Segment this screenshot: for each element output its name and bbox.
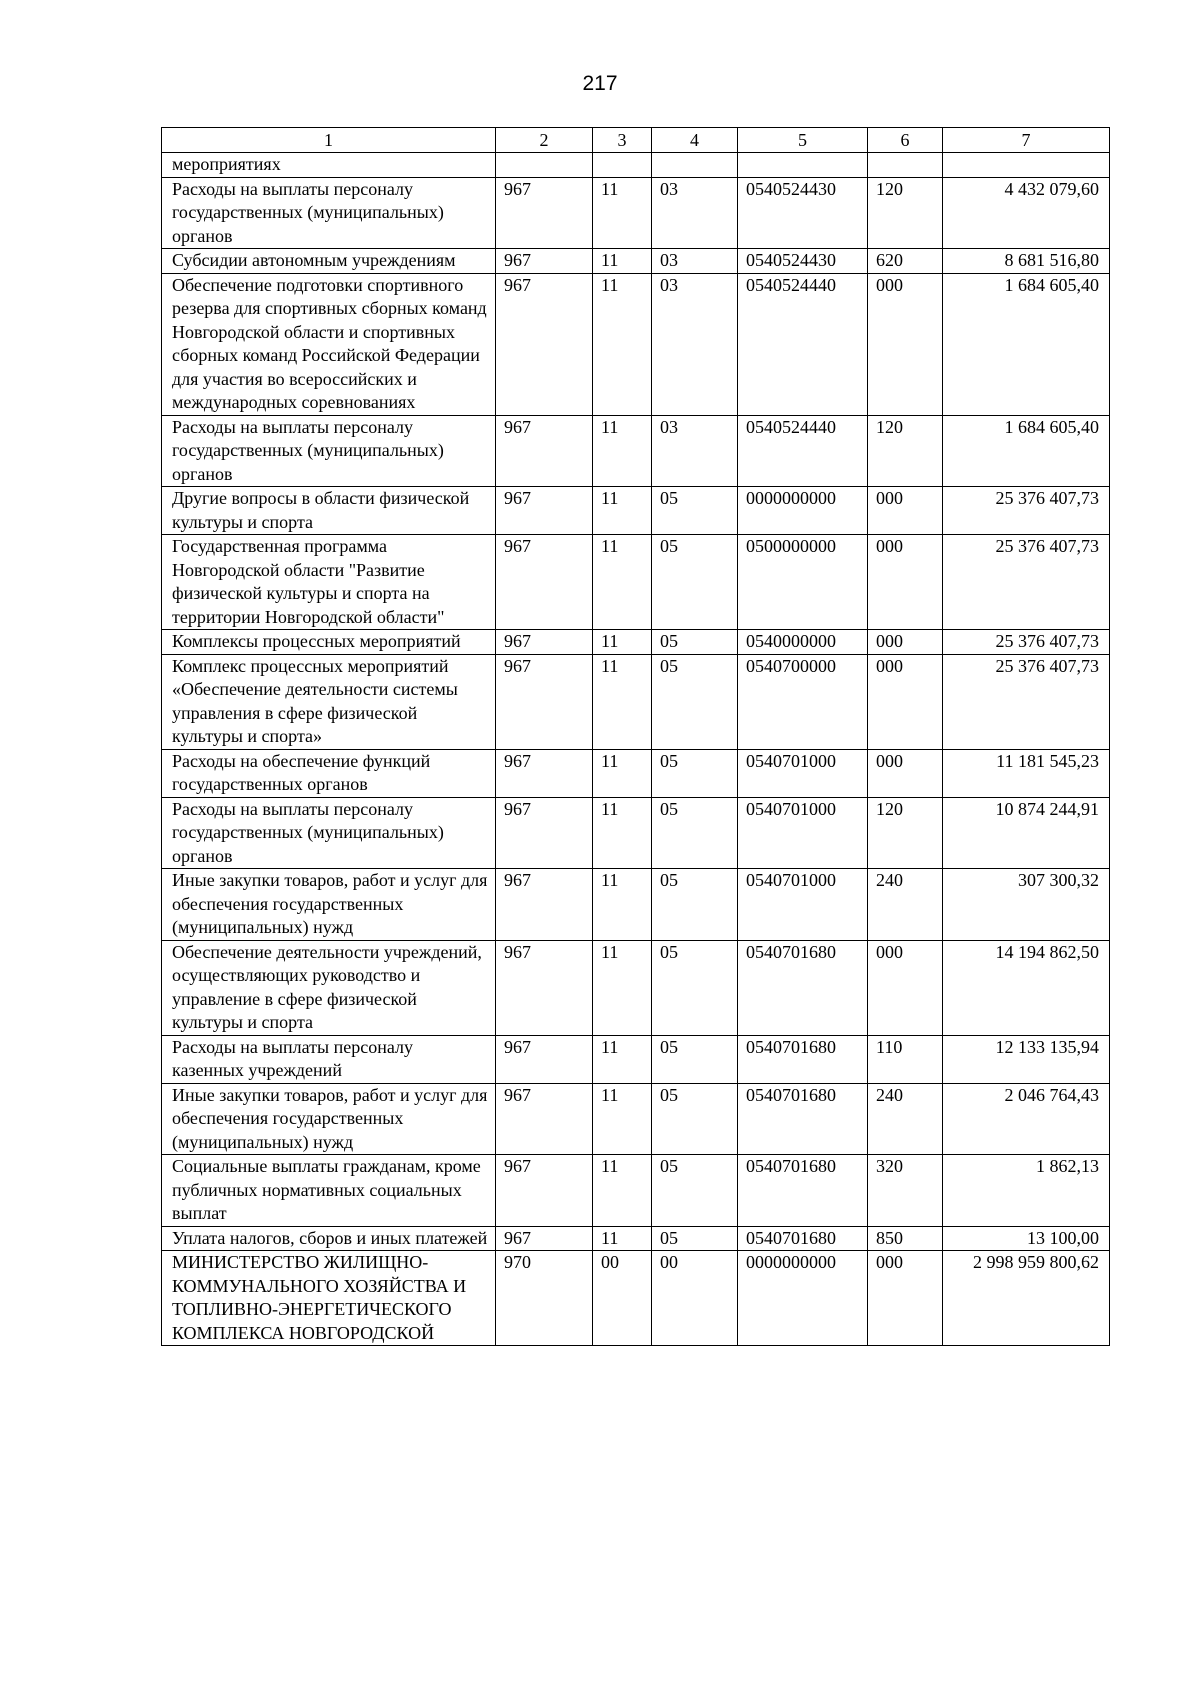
row-amount-cell: 1 684 605,40 (943, 415, 1110, 487)
row-ministry-code-cell: 967 (496, 1035, 593, 1083)
row-target-article-cell: 0540701680 (738, 940, 868, 1035)
row-expense-type-cell: 000 (868, 487, 943, 535)
row-section-cell: 11 (593, 940, 652, 1035)
header-cell: 7 (943, 128, 1110, 153)
row-target-article-cell: 0540000000 (738, 630, 868, 655)
row-ministry-code-cell: 967 (496, 654, 593, 749)
row-name-cell: Субсидии автономным учреждениям (162, 249, 496, 274)
row-name-cell: мероприятиях (162, 153, 496, 178)
header-cell: 3 (593, 128, 652, 153)
row-subsection-cell (652, 153, 738, 178)
header-cell: 1 (162, 128, 496, 153)
row-name-cell: Обеспечение подготовки спортивного резерва для спортивных сборных команд Новгородской области и спортивных сборных команд Российской Федерации для участия во всероссийских и международных соревнованиях (162, 273, 496, 415)
row-target-article-cell: 0540700000 (738, 654, 868, 749)
row-subsection-cell: 00 (652, 1251, 738, 1346)
row-target-article-cell: 0540701680 (738, 1035, 868, 1083)
page-number: 217 (582, 72, 618, 95)
row-expense-type-cell: 240 (868, 869, 943, 941)
row-expense-type-cell: 000 (868, 273, 943, 415)
row-expense-type-cell: 120 (868, 797, 943, 869)
row-target-article-cell: 0540701680 (738, 1083, 868, 1155)
row-target-article-cell (738, 153, 868, 178)
row-name-cell: Другие вопросы в области физической культуры и спорта (162, 487, 496, 535)
row-amount-cell: 25 376 407,73 (943, 487, 1110, 535)
row-ministry-code-cell: 967 (496, 415, 593, 487)
row-subsection-cell: 05 (652, 654, 738, 749)
row-target-article-cell: 0540701000 (738, 869, 868, 941)
row-subsection-cell: 05 (652, 1155, 738, 1227)
row-expense-type-cell: 620 (868, 249, 943, 274)
row-section-cell: 11 (593, 535, 652, 630)
row-subsection-cell: 05 (652, 749, 738, 797)
row-amount-cell: 10 874 244,91 (943, 797, 1110, 869)
row-name-cell: Комплекс процессных мероприятий «Обеспечение деятельности системы управления в сфере физической культуры и спорта» (162, 654, 496, 749)
row-subsection-cell: 05 (652, 940, 738, 1035)
table-row (162, 177, 1110, 249)
row-subsection-cell: 03 (652, 273, 738, 415)
row-amount-cell: 8 681 516,80 (943, 249, 1110, 274)
row-name-cell: Комплексы процессных мероприятий (162, 630, 496, 655)
row-ministry-code-cell: 967 (496, 177, 593, 249)
row-ministry-code-cell: 967 (496, 940, 593, 1035)
row-section-cell: 11 (593, 797, 652, 869)
row-expense-type-cell (868, 153, 943, 178)
row-name-cell: Расходы на выплаты персоналу казенных учреждений (162, 1035, 496, 1083)
table-row (162, 1251, 1110, 1346)
row-section-cell: 11 (593, 273, 652, 415)
row-ministry-code-cell: 967 (496, 1083, 593, 1155)
row-amount-cell: 25 376 407,73 (943, 654, 1110, 749)
row-section-cell: 11 (593, 177, 652, 249)
row-ministry-code-cell: 967 (496, 273, 593, 415)
row-subsection-cell: 05 (652, 630, 738, 655)
row-subsection-cell: 03 (652, 177, 738, 249)
row-amount-cell: 2 046 764,43 (943, 1083, 1110, 1155)
row-target-article-cell: 0540524440 (738, 273, 868, 415)
table-row (162, 1083, 1110, 1155)
row-expense-type-cell: 000 (868, 630, 943, 655)
row-section-cell: 11 (593, 1226, 652, 1251)
row-subsection-cell: 05 (652, 797, 738, 869)
row-expense-type-cell: 320 (868, 1155, 943, 1227)
row-target-article-cell: 0540524440 (738, 415, 868, 487)
row-name-cell: Расходы на обеспечение функций государственных органов (162, 749, 496, 797)
row-subsection-cell: 05 (652, 487, 738, 535)
row-name-cell: Уплата налогов, сборов и иных платежей (162, 1226, 496, 1251)
row-target-article-cell: 0000000000 (738, 487, 868, 535)
header-cell: 4 (652, 128, 738, 153)
row-section-cell: 11 (593, 630, 652, 655)
row-ministry-code-cell: 967 (496, 1226, 593, 1251)
row-expense-type-cell: 120 (868, 415, 943, 487)
row-ministry-code-cell: 967 (496, 630, 593, 655)
row-name-cell: Обеспечение деятельности учреждений, осуществляющих руководство и управление в сфере физической культуры и спорта (162, 940, 496, 1035)
header-cell: 2 (496, 128, 593, 153)
table-row (162, 415, 1110, 487)
row-target-article-cell: 0540524430 (738, 249, 868, 274)
table-row (162, 869, 1110, 941)
row-section-cell: 00 (593, 1251, 652, 1346)
row-section-cell: 11 (593, 1035, 652, 1083)
row-ministry-code-cell: 970 (496, 1251, 593, 1346)
row-subsection-cell: 05 (652, 535, 738, 630)
budget-table (161, 127, 1110, 1346)
header-cell: 6 (868, 128, 943, 153)
table-row (162, 487, 1110, 535)
row-subsection-cell: 03 (652, 415, 738, 487)
row-subsection-cell: 05 (652, 1226, 738, 1251)
row-expense-type-cell: 120 (868, 177, 943, 249)
table-row (162, 1155, 1110, 1227)
row-ministry-code-cell: 967 (496, 535, 593, 630)
row-amount-cell (943, 153, 1110, 178)
table-row (162, 630, 1110, 655)
row-expense-type-cell: 000 (868, 1251, 943, 1346)
row-expense-type-cell: 000 (868, 654, 943, 749)
row-target-article-cell: 0500000000 (738, 535, 868, 630)
row-ministry-code-cell (496, 153, 593, 178)
row-ministry-code-cell: 967 (496, 249, 593, 274)
row-section-cell (593, 153, 652, 178)
table-row (162, 153, 1110, 178)
table-row (162, 535, 1110, 630)
row-expense-type-cell: 850 (868, 1226, 943, 1251)
row-expense-type-cell: 240 (868, 1083, 943, 1155)
table-body (162, 153, 1110, 1346)
row-ministry-code-cell: 967 (496, 869, 593, 941)
row-section-cell: 11 (593, 869, 652, 941)
row-section-cell: 11 (593, 654, 652, 749)
row-ministry-code-cell: 967 (496, 749, 593, 797)
row-target-article-cell: 0540701680 (738, 1226, 868, 1251)
row-section-cell: 11 (593, 249, 652, 274)
row-section-cell: 11 (593, 749, 652, 797)
row-target-article-cell: 0540701000 (738, 797, 868, 869)
row-expense-type-cell: 000 (868, 940, 943, 1035)
table-row (162, 273, 1110, 415)
row-name-cell: Расходы на выплаты персоналу государственных (муниципальных) органов (162, 415, 496, 487)
row-target-article-cell: 0540701000 (738, 749, 868, 797)
row-ministry-code-cell: 967 (496, 797, 593, 869)
row-expense-type-cell: 110 (868, 1035, 943, 1083)
table-row (162, 1035, 1110, 1083)
row-name-cell: Иные закупки товаров, работ и услуг для обеспечения государственных (муниципальных) нужд (162, 869, 496, 941)
header-cell: 5 (738, 128, 868, 153)
row-section-cell: 11 (593, 1155, 652, 1227)
table-row (162, 654, 1110, 749)
row-ministry-code-cell: 967 (496, 487, 593, 535)
row-section-cell: 11 (593, 415, 652, 487)
row-amount-cell: 25 376 407,73 (943, 630, 1110, 655)
row-subsection-cell: 05 (652, 1035, 738, 1083)
table-row (162, 940, 1110, 1035)
row-amount-cell: 2 998 959 800,62 (943, 1251, 1110, 1346)
table-row (162, 797, 1110, 869)
row-target-article-cell: 0000000000 (738, 1251, 868, 1346)
row-subsection-cell: 05 (652, 869, 738, 941)
row-name-cell: Расходы на выплаты персоналу государственных (муниципальных) органов (162, 797, 496, 869)
header-row (162, 128, 1110, 153)
row-name-cell: Государственная программа Новгородской области "Развитие физической культуры и спорта на территории Новгородской области" (162, 535, 496, 630)
row-amount-cell: 307 300,32 (943, 869, 1110, 941)
row-name-cell: Социальные выплаты гражданам, кроме публичных нормативных социальных выплат (162, 1155, 496, 1227)
row-subsection-cell: 03 (652, 249, 738, 274)
table-row (162, 749, 1110, 797)
row-subsection-cell: 05 (652, 1083, 738, 1155)
row-target-article-cell: 0540524430 (738, 177, 868, 249)
row-name-cell: Иные закупки товаров, работ и услуг для обеспечения государственных (муниципальных) нужд (162, 1083, 496, 1155)
table-row (162, 249, 1110, 274)
row-amount-cell: 12 133 135,94 (943, 1035, 1110, 1083)
row-ministry-code-cell: 967 (496, 1155, 593, 1227)
row-amount-cell: 1 684 605,40 (943, 273, 1110, 415)
row-amount-cell: 14 194 862,50 (943, 940, 1110, 1035)
row-section-cell: 11 (593, 487, 652, 535)
row-amount-cell: 25 376 407,73 (943, 535, 1110, 630)
row-amount-cell: 4 432 079,60 (943, 177, 1110, 249)
row-name-cell: МИНИСТЕРСТВО ЖИЛИЩНО-КОММУНАЛЬНОГО ХОЗЯЙСТВА И ТОПЛИВНО-ЭНЕРГЕТИЧЕСКОГО КОМПЛЕКСА НОВГОРОДСКОЙ (162, 1251, 496, 1346)
row-section-cell: 11 (593, 1083, 652, 1155)
table-row (162, 1226, 1110, 1251)
row-amount-cell: 11 181 545,23 (943, 749, 1110, 797)
row-amount-cell: 1 862,13 (943, 1155, 1110, 1227)
row-target-article-cell: 0540701680 (738, 1155, 868, 1227)
row-expense-type-cell: 000 (868, 535, 943, 630)
row-expense-type-cell: 000 (868, 749, 943, 797)
row-amount-cell: 13 100,00 (943, 1226, 1110, 1251)
row-name-cell: Расходы на выплаты персоналу государственных (муниципальных) органов (162, 177, 496, 249)
